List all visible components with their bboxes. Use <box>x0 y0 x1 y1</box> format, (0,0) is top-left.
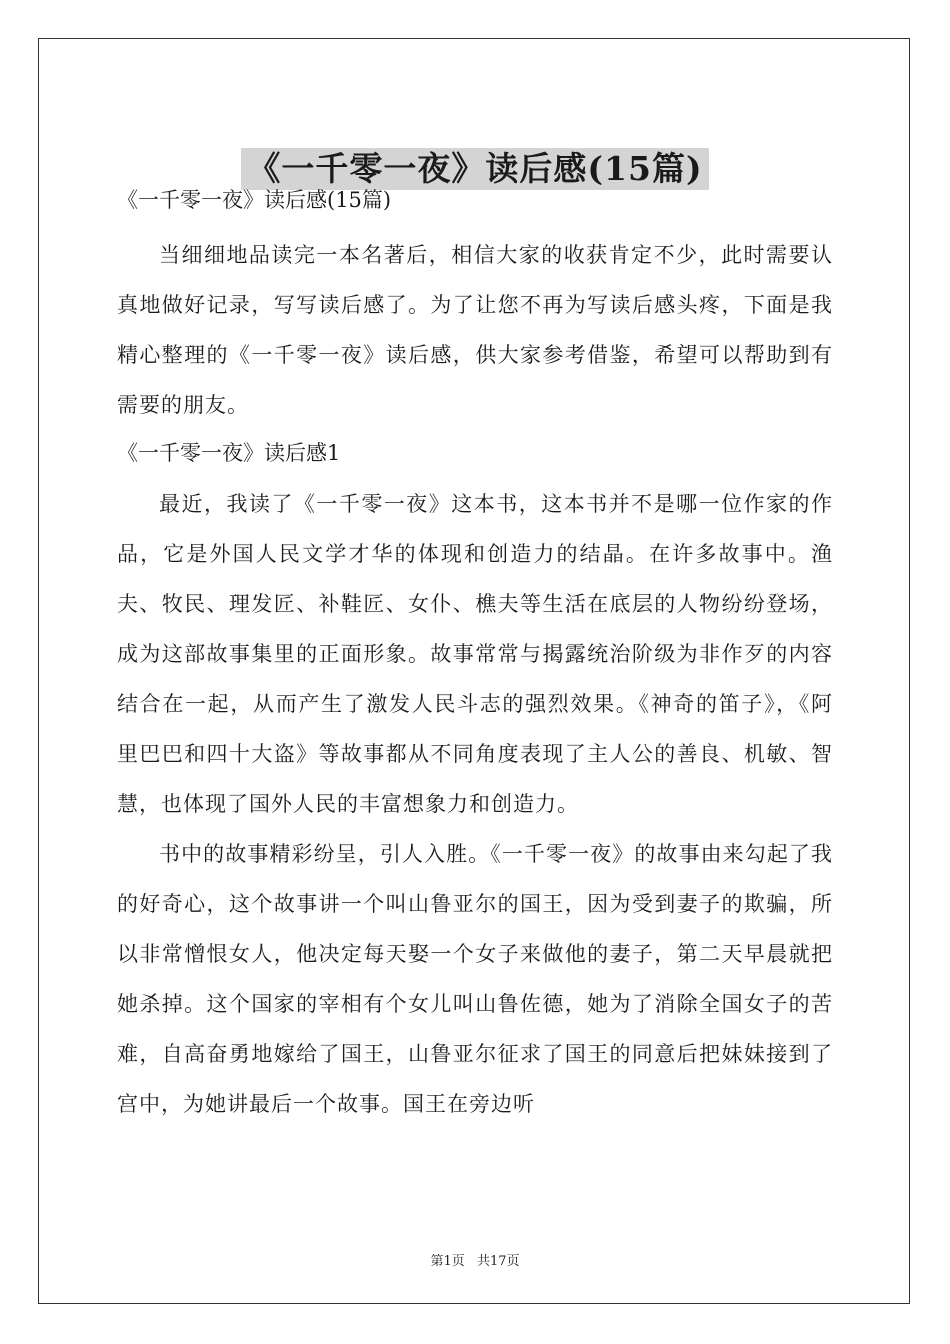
page-number: 第1页 <box>430 1254 465 1269</box>
document-body <box>117 180 833 1129</box>
body-paragraph: 最近，我读了《一千零一夜》这本书，这本书并不是哪一位作家的作品，它是外国人民文学才华的体现和创造力的结晶。在许多故事中。渔夫、牧民、理发匠、补鞋匠、女仆、樵夫等生活在底层的人物纷纷登场，成为这部故事集里的正面形象。故事常常与揭露统治阶级为非作歹的内容结合在一起，从而产生了激发人民斗志的强烈效果。《神奇的笛子》，《阿里巴巴和四十大盗》等故事都从不同角度表现了主人公的善良、机敏、智慧，也体现了国外人民的丰富想象力和创造力。 <box>117 492 833 816</box>
total-pages: 共17页 <box>476 1254 520 1269</box>
section-heading: 《一千零一夜》读后感1 <box>117 441 341 465</box>
intro-paragraph: 当细细地品读完一本名著后，相信大家的收获肯定不少，此时需要认真地做好记录，写写读后感了。为了让您不再为写读后感头疼，下面是我精心整理的《一千零一夜》读后感，供大家参考借鉴，希望可以帮助到有需要的朋友。 <box>117 243 833 417</box>
page-footer <box>0 1250 950 1269</box>
document-title: 《一千零一夜》读后感(15篇) <box>241 148 708 190</box>
document-subtitle: 《一千零一夜》读后感(15篇) <box>117 188 392 212</box>
body-paragraph: 书中的故事精彩纷呈，引人入胜。《一千零一夜》的故事由来勾起了我的好奇心，这个故事讲一个叫山鲁亚尔的国王，因为受到妻子的欺骗，所以非常憎恨女人，他决定每天娶一个女子来做他的妻子，第二天早晨就把她杀掉。这个国家的宰相有个女儿叫山鲁佐德，她为了消除全国女子的苦难，自高奋勇地嫁给了国王，山鲁亚尔征求了国王的同意后把妹妹接到了宫中，为她讲最后一个故事。国王在旁边听 <box>117 842 833 1116</box>
